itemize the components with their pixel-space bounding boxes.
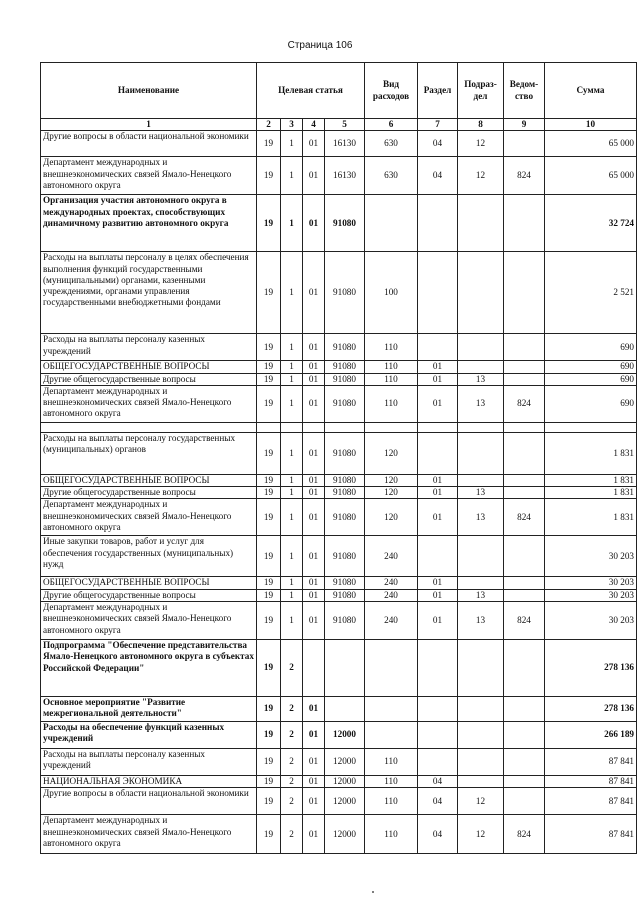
target-article-part2: 1 <box>281 373 303 385</box>
target-article-part3: 01 <box>303 385 325 422</box>
target-article-part1: 19 <box>257 499 281 536</box>
department-cell <box>504 361 545 373</box>
expense-type-cell <box>365 195 418 252</box>
row-name: Расходы на выплаты персоналу казенных учреждений <box>41 749 257 776</box>
target-article-part1: 19 <box>257 536 281 577</box>
column-number: 10 <box>545 119 637 131</box>
sum-cell: 1 831 <box>545 487 637 499</box>
target-article-part1: 19 <box>257 373 281 385</box>
subsection-cell <box>458 195 504 252</box>
target-article-part3: 01 <box>303 536 325 577</box>
subsection-cell <box>458 722 504 749</box>
target-article-part4: 12000 <box>325 788 365 815</box>
sum-cell: 87 841 <box>545 815 637 854</box>
header-target-article: Целевая статья <box>257 63 365 119</box>
target-article-part2: 2 <box>281 815 303 854</box>
table-row <box>41 157 637 195</box>
expense-type-cell: 110 <box>365 815 418 854</box>
table-row <box>41 577 637 589</box>
target-article-part4: 12000 <box>325 749 365 776</box>
sum-cell: 87 841 <box>545 749 637 776</box>
target-article-part1: 19 <box>257 815 281 854</box>
expense-type-cell: 110 <box>365 361 418 373</box>
target-article-part2: 2 <box>281 640 303 697</box>
target-article-part1: 19 <box>257 788 281 815</box>
section-cell <box>418 697 458 722</box>
expense-type-cell: 110 <box>365 788 418 815</box>
target-article-part1: 19 <box>257 432 281 474</box>
section-cell <box>418 749 458 776</box>
target-article-part1: 19 <box>257 195 281 252</box>
expense-type-cell <box>365 640 418 697</box>
target-article-part2: 2 <box>281 776 303 788</box>
sum-cell: 30 203 <box>545 577 637 589</box>
row-name: Департамент международных и внешнеэкономических связей Ямало-Ненецкого автономного округа <box>41 385 257 422</box>
table-row <box>41 640 637 697</box>
budget-table <box>40 62 637 854</box>
section-cell: 04 <box>418 776 458 788</box>
sum-cell: 1 831 <box>545 499 637 536</box>
blank-cell <box>458 422 504 432</box>
row-name: Другие общегосударственные вопросы <box>41 373 257 385</box>
expense-type-cell: 240 <box>365 589 418 601</box>
department-cell <box>504 640 545 697</box>
sum-cell: 30 203 <box>545 602 637 640</box>
subsection-cell: 13 <box>458 385 504 422</box>
blank-row <box>41 422 637 432</box>
expense-type-cell: 630 <box>365 131 418 157</box>
sum-cell: 278 136 <box>545 697 637 722</box>
department-cell <box>504 334 545 361</box>
row-name: ОБЩЕГОСУДАРСТВЕННЫЕ ВОПРОСЫ <box>41 474 257 486</box>
target-article-part2: 2 <box>281 697 303 722</box>
sum-cell: 30 203 <box>545 536 637 577</box>
section-cell: 01 <box>418 499 458 536</box>
subsection-cell <box>458 640 504 697</box>
scan-speck <box>372 891 374 893</box>
table-row <box>41 536 637 577</box>
column-number: 2 <box>257 119 281 131</box>
target-article-part3 <box>303 640 325 697</box>
table-header-row <box>41 63 637 119</box>
target-article-part2: 1 <box>281 252 303 334</box>
subsection-cell: 13 <box>458 373 504 385</box>
column-number-row <box>41 119 637 131</box>
target-article-part2: 1 <box>281 361 303 373</box>
table-row <box>41 334 637 361</box>
department-cell: 824 <box>504 815 545 854</box>
department-cell: 824 <box>504 157 545 195</box>
row-name: Департамент международных и внешнеэкономических связей Ямало-Ненецкого автономного округа <box>41 157 257 195</box>
table-row <box>41 499 637 536</box>
row-name: ОБЩЕГОСУДАРСТВЕННЫЕ ВОПРОСЫ <box>41 577 257 589</box>
target-article-part4: 91080 <box>325 385 365 422</box>
expense-type-cell: 240 <box>365 536 418 577</box>
subsection-cell <box>458 536 504 577</box>
target-article-part4: 12000 <box>325 815 365 854</box>
target-article-part1: 19 <box>257 252 281 334</box>
subsection-cell <box>458 252 504 334</box>
target-article-part4: 91080 <box>325 252 365 334</box>
budget-table-body <box>41 131 637 854</box>
row-name: Расходы на выплаты персоналу казенных учреждений <box>41 334 257 361</box>
subsection-cell: 12 <box>458 815 504 854</box>
subsection-cell: 13 <box>458 602 504 640</box>
target-article-part3: 01 <box>303 195 325 252</box>
target-article-part2: 1 <box>281 195 303 252</box>
target-article-part4: 12000 <box>325 776 365 788</box>
department-cell: 824 <box>504 499 545 536</box>
department-cell <box>504 195 545 252</box>
sum-cell: 690 <box>545 385 637 422</box>
target-article-part3: 01 <box>303 487 325 499</box>
row-name: Другие общегосударственные вопросы <box>41 589 257 601</box>
expense-type-cell: 120 <box>365 474 418 486</box>
sum-cell: 690 <box>545 334 637 361</box>
department-cell <box>504 487 545 499</box>
header-subsection: Подраз-дел <box>458 63 504 119</box>
table-row <box>41 602 637 640</box>
target-article-part1: 19 <box>257 749 281 776</box>
target-article-part1: 19 <box>257 385 281 422</box>
column-number: 6 <box>365 119 418 131</box>
sum-cell: 690 <box>545 361 637 373</box>
row-name: НАЦИОНАЛЬНАЯ ЭКОНОМИКА <box>41 776 257 788</box>
row-name: Организация участия автономного округа в международных проектах, способствующих динамичному развитию автономного округа <box>41 195 257 252</box>
row-name: Расходы на выплаты персоналу государственных (муниципальных) органов <box>41 432 257 474</box>
subsection-cell: 13 <box>458 499 504 536</box>
target-article-part4 <box>325 697 365 722</box>
table-row <box>41 361 637 373</box>
target-article-part1: 19 <box>257 361 281 373</box>
target-article-part2: 1 <box>281 589 303 601</box>
section-cell: 01 <box>418 602 458 640</box>
target-article-part2: 1 <box>281 577 303 589</box>
target-article-part3: 01 <box>303 334 325 361</box>
section-cell <box>418 334 458 361</box>
subsection-cell <box>458 474 504 486</box>
table-row <box>41 487 637 499</box>
target-article-part2: 1 <box>281 432 303 474</box>
table-row <box>41 252 637 334</box>
sum-cell: 65 000 <box>545 157 637 195</box>
target-article-part3: 01 <box>303 697 325 722</box>
expense-type-cell: 120 <box>365 432 418 474</box>
sum-cell: 2 521 <box>545 252 637 334</box>
target-article-part4: 91080 <box>325 334 365 361</box>
sum-cell: 30 203 <box>545 589 637 601</box>
row-name: Другие вопросы в области национальной экономики <box>41 788 257 815</box>
expense-type-cell: 120 <box>365 499 418 536</box>
target-article-part1: 19 <box>257 474 281 486</box>
subsection-cell: 12 <box>458 131 504 157</box>
subsection-cell: 13 <box>458 589 504 601</box>
target-article-part4: 91080 <box>325 474 365 486</box>
target-article-part3: 01 <box>303 577 325 589</box>
department-cell <box>504 474 545 486</box>
row-name: Иные закупки товаров, работ и услуг для обеспечения государственных (муниципальных) нужд <box>41 536 257 577</box>
blank-cell <box>365 422 418 432</box>
column-number: 9 <box>504 119 545 131</box>
department-cell <box>504 749 545 776</box>
target-article-part3: 01 <box>303 373 325 385</box>
row-name: Департамент международных и внешнеэкономических связей Ямало-Ненецкого автономного округа <box>41 602 257 640</box>
sum-cell: 690 <box>545 373 637 385</box>
department-cell <box>504 373 545 385</box>
target-article-part1: 19 <box>257 697 281 722</box>
table-row <box>41 788 637 815</box>
header-sum: Сумма <box>545 63 637 119</box>
blank-cell <box>504 422 545 432</box>
table-row <box>41 195 637 252</box>
target-article-part3: 01 <box>303 589 325 601</box>
section-cell: 04 <box>418 157 458 195</box>
target-article-part1: 19 <box>257 722 281 749</box>
target-article-part4: 16130 <box>325 157 365 195</box>
target-article-part4: 91080 <box>325 487 365 499</box>
section-cell: 04 <box>418 788 458 815</box>
target-article-part1: 19 <box>257 487 281 499</box>
table-row <box>41 131 637 157</box>
section-cell <box>418 252 458 334</box>
sum-cell: 1 831 <box>545 432 637 474</box>
target-article-part2: 1 <box>281 536 303 577</box>
department-cell <box>504 577 545 589</box>
subsection-cell: 13 <box>458 487 504 499</box>
blank-cell <box>281 422 303 432</box>
sum-cell: 87 841 <box>545 788 637 815</box>
expense-type-cell: 630 <box>365 157 418 195</box>
target-article-part4: 91080 <box>325 589 365 601</box>
department-cell: 824 <box>504 602 545 640</box>
row-name: Расходы на обеспечение функций казенных учреждений <box>41 722 257 749</box>
row-name: Другие общегосударственные вопросы <box>41 487 257 499</box>
expense-type-cell: 110 <box>365 334 418 361</box>
table-row <box>41 722 637 749</box>
target-article-part2: 1 <box>281 499 303 536</box>
row-name: Другие вопросы в области национальной экономики <box>41 131 257 157</box>
column-number: 7 <box>418 119 458 131</box>
table-row <box>41 749 637 776</box>
department-cell <box>504 697 545 722</box>
expense-type-cell: 240 <box>365 577 418 589</box>
blank-cell <box>257 422 281 432</box>
row-name: Подпрограмма "Обеспечение представительства Ямало-Ненецкого автономного округа в субъектах Российской Федерации" <box>41 640 257 697</box>
sum-cell: 65 000 <box>545 131 637 157</box>
sum-cell: 266 189 <box>545 722 637 749</box>
target-article-part2: 1 <box>281 157 303 195</box>
section-cell: 01 <box>418 487 458 499</box>
target-article-part2: 2 <box>281 749 303 776</box>
section-cell <box>418 195 458 252</box>
table-row <box>41 815 637 854</box>
section-cell <box>418 722 458 749</box>
target-article-part1: 19 <box>257 776 281 788</box>
expense-type-cell <box>365 697 418 722</box>
section-cell: 01 <box>418 385 458 422</box>
section-cell: 01 <box>418 577 458 589</box>
target-article-part3: 01 <box>303 499 325 536</box>
table-row <box>41 385 637 422</box>
target-article-part3: 01 <box>303 815 325 854</box>
target-article-part4: 91080 <box>325 499 365 536</box>
table-row <box>41 432 637 474</box>
row-name: ОБЩЕГОСУДАРСТВЕННЫЕ ВОПРОСЫ <box>41 361 257 373</box>
target-article-part1: 19 <box>257 589 281 601</box>
table-row <box>41 697 637 722</box>
target-article-part1: 19 <box>257 131 281 157</box>
sum-cell: 32 724 <box>545 195 637 252</box>
subsection-cell <box>458 776 504 788</box>
blank-cell <box>325 422 365 432</box>
sum-cell: 278 136 <box>545 640 637 697</box>
target-article-part4: 91080 <box>325 195 365 252</box>
blank-cell <box>418 422 458 432</box>
target-article-part1: 19 <box>257 157 281 195</box>
target-article-part2: 1 <box>281 385 303 422</box>
section-cell: 01 <box>418 361 458 373</box>
section-cell: 04 <box>418 131 458 157</box>
department-cell <box>504 536 545 577</box>
target-article-part1: 19 <box>257 640 281 697</box>
target-article-part4: 91080 <box>325 577 365 589</box>
department-cell <box>504 788 545 815</box>
expense-type-cell: 100 <box>365 252 418 334</box>
section-cell <box>418 536 458 577</box>
target-article-part3: 01 <box>303 776 325 788</box>
column-number: 1 <box>41 119 257 131</box>
table-row <box>41 776 637 788</box>
department-cell <box>504 722 545 749</box>
target-article-part1: 19 <box>257 334 281 361</box>
department-cell <box>504 589 545 601</box>
column-number: 4 <box>303 119 325 131</box>
header-department: Ведом-ство <box>504 63 545 119</box>
column-number: 5 <box>325 119 365 131</box>
target-article-part2: 2 <box>281 788 303 815</box>
target-article-part4: 91080 <box>325 361 365 373</box>
expense-type-cell: 110 <box>365 749 418 776</box>
header-expense-type: Вид расходов <box>365 63 418 119</box>
subsection-cell <box>458 749 504 776</box>
target-article-part3: 01 <box>303 252 325 334</box>
table-row <box>41 373 637 385</box>
section-cell <box>418 432 458 474</box>
table-row <box>41 589 637 601</box>
subsection-cell: 12 <box>458 157 504 195</box>
subsection-cell <box>458 361 504 373</box>
target-article-part2: 1 <box>281 474 303 486</box>
sum-cell: 87 841 <box>545 776 637 788</box>
section-cell: 01 <box>418 589 458 601</box>
department-cell <box>504 776 545 788</box>
subsection-cell: 12 <box>458 788 504 815</box>
header-name: Наименование <box>41 63 257 119</box>
row-name: Расходы на выплаты персоналу в целях обеспечения выполнения функций государственными (муниципальными) органами, казенными учреждениями, органами управления государственными внебюджетными фондами <box>41 252 257 334</box>
row-name: Департамент международных и внешнеэкономических связей Ямало-Ненецкого автономного округа <box>41 815 257 854</box>
target-article-part3: 01 <box>303 749 325 776</box>
target-article-part3: 01 <box>303 361 325 373</box>
target-article-part3: 01 <box>303 131 325 157</box>
section-cell: 01 <box>418 373 458 385</box>
page-title: Страница 106 <box>287 40 353 51</box>
subsection-cell <box>458 432 504 474</box>
row-name: Департамент международных и внешнеэкономических связей Ямало-Ненецкого автономного округа <box>41 499 257 536</box>
expense-type-cell: 120 <box>365 487 418 499</box>
target-article-part4: 91080 <box>325 602 365 640</box>
header-section: Раздел <box>418 63 458 119</box>
section-cell: 04 <box>418 815 458 854</box>
sum-cell: 1 831 <box>545 474 637 486</box>
target-article-part3: 01 <box>303 474 325 486</box>
department-cell: 824 <box>504 385 545 422</box>
blank-cell <box>545 422 637 432</box>
target-article-part3: 01 <box>303 788 325 815</box>
row-name: Основное мероприятие "Развитие межрегиональной деятельности" <box>41 697 257 722</box>
target-article-part2: 1 <box>281 131 303 157</box>
target-article-part3: 01 <box>303 602 325 640</box>
expense-type-cell: 110 <box>365 385 418 422</box>
target-article-part4: 91080 <box>325 536 365 577</box>
target-article-part2: 1 <box>281 602 303 640</box>
department-cell <box>504 252 545 334</box>
column-number: 8 <box>458 119 504 131</box>
subsection-cell <box>458 334 504 361</box>
target-article-part2: 2 <box>281 722 303 749</box>
blank-cell <box>303 422 325 432</box>
target-article-part3: 01 <box>303 432 325 474</box>
target-article-part1: 19 <box>257 602 281 640</box>
section-cell: 01 <box>418 474 458 486</box>
department-cell <box>504 131 545 157</box>
target-article-part2: 1 <box>281 334 303 361</box>
department-cell <box>504 432 545 474</box>
expense-type-cell: 110 <box>365 373 418 385</box>
target-article-part4: 12000 <box>325 722 365 749</box>
target-article-part4: 91080 <box>325 432 365 474</box>
section-cell <box>418 640 458 697</box>
expense-type-cell <box>365 722 418 749</box>
target-article-part4: 91080 <box>325 373 365 385</box>
target-article-part4 <box>325 640 365 697</box>
target-article-part4: 16130 <box>325 131 365 157</box>
subsection-cell <box>458 697 504 722</box>
subsection-cell <box>458 577 504 589</box>
target-article-part1: 19 <box>257 577 281 589</box>
blank-cell <box>41 422 257 432</box>
target-article-part3: 01 <box>303 722 325 749</box>
target-article-part3: 01 <box>303 157 325 195</box>
column-number: 3 <box>281 119 303 131</box>
expense-type-cell: 240 <box>365 602 418 640</box>
target-article-part2: 1 <box>281 487 303 499</box>
table-row <box>41 474 637 486</box>
expense-type-cell: 110 <box>365 776 418 788</box>
